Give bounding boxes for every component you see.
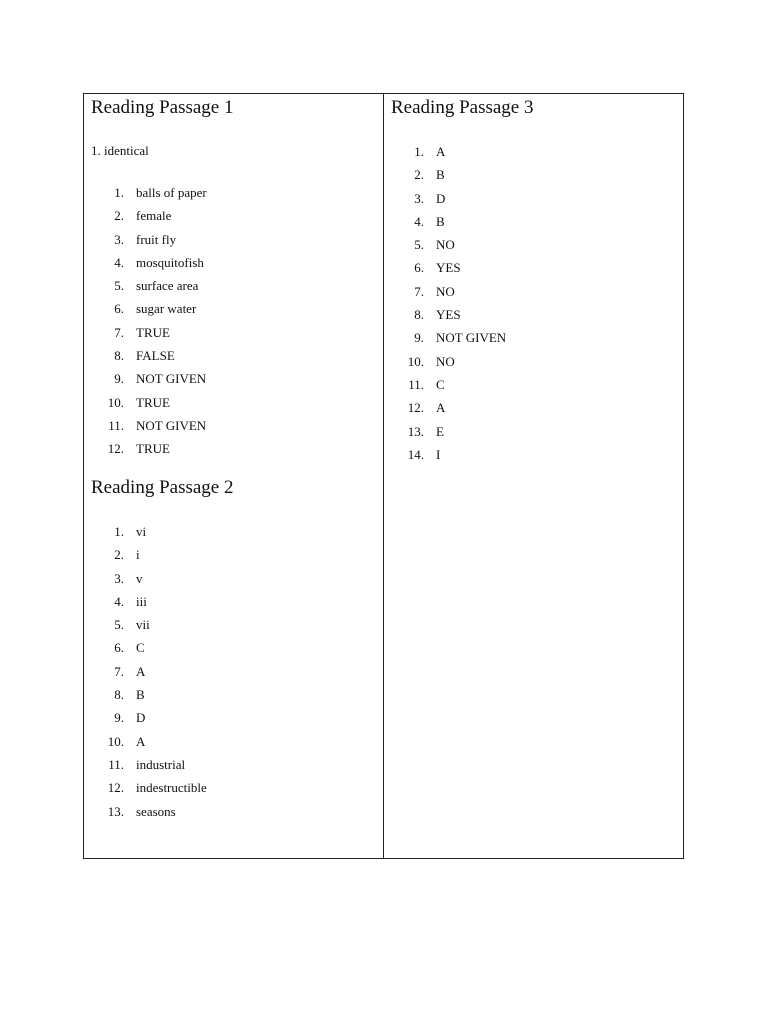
answer-text: vii [136,617,150,633]
answer-item [84,371,374,394]
answer-text: B [436,213,445,229]
answer-item [84,757,374,780]
answer-number: 2. [114,208,124,224]
answer-text: A [436,400,446,416]
answer-number: 12. [107,780,124,796]
answer-number: 7. [114,324,124,340]
answer-text: NO [436,353,455,369]
answer-item [84,301,374,324]
answer-text: D [136,710,146,726]
answer-number: 1. [114,524,124,539]
passage2-heading: Reading Passage 2 [91,477,234,498]
answer-text: surface area [136,278,199,294]
answer-item [84,524,374,547]
answer-number: 11. [408,376,424,392]
answer-text: indestructible [136,780,207,796]
answer-text: B [436,167,445,183]
answer-number: 5. [414,237,424,253]
answer-text: A [136,663,146,679]
answer-item [84,208,374,231]
answer-text: sugar water [136,301,197,317]
answer-item [384,377,674,400]
answer-text: balls of paper [136,185,207,200]
answer-number: 8. [414,307,424,323]
answer-item [384,424,674,447]
answer-number: 4. [114,254,124,270]
answer-number: 3. [114,570,124,586]
answer-item [84,325,374,348]
answer-text: NOT GIVEN [436,330,507,346]
answer-number: 4. [114,593,124,609]
answer-item [84,441,374,464]
answer-number: 6. [414,260,424,276]
answer-text: A [436,144,446,159]
answer-number: 2. [414,167,424,183]
answer-number: 2. [114,547,124,563]
answer-item [84,571,374,594]
answer-item [384,144,674,167]
answer-item [384,307,674,330]
answer-number: 6. [114,640,124,656]
answer-text: C [136,640,145,656]
answer-item [84,547,374,570]
answer-item [84,780,374,803]
answer-item [384,260,674,283]
answer-text: mosquitofish [136,254,204,270]
answer-text: i [136,547,140,563]
answer-item [384,191,674,214]
answer-item [384,400,674,423]
answer-text: TRUE [136,324,170,340]
passage1-answer-list [84,185,374,465]
answer-item [84,640,374,663]
answer-number: 6. [114,301,124,317]
answer-text: industrial [136,756,186,772]
answer-text: TRUE [136,394,170,410]
passage3-answer-list [384,144,674,470]
answer-text: female [136,208,172,224]
answer-item [84,348,374,371]
answer-text: FALSE [136,348,175,364]
answer-item [84,395,374,418]
answer-number: 13. [107,803,124,819]
answer-item [384,330,674,353]
answer-item [384,447,674,470]
answer-number: 12. [407,400,424,416]
answer-text: YES [436,260,461,276]
answer-item [84,278,374,301]
answer-item [84,804,374,827]
answer-text: D [436,190,446,206]
answer-number: 5. [114,278,124,294]
answer-text: YES [436,307,461,323]
answer-number: 11. [108,756,124,772]
right-column [384,94,683,858]
answer-item [384,167,674,190]
answer-text: TRUE [136,441,170,457]
passage2-answer-list [84,524,374,827]
left-column [84,94,384,858]
answer-item [84,255,374,278]
answer-number: 9. [414,330,424,346]
answer-number: 3. [114,231,124,247]
answer-number: 5. [114,617,124,633]
passage1-heading: Reading Passage 1 [91,97,234,118]
answer-item [84,664,374,687]
answer-number: 1. [414,144,424,159]
answer-text: E [436,423,444,439]
answer-text: NO [436,283,455,299]
answer-text: A [136,733,146,749]
answer-item [84,734,374,757]
answer-text: fruit fly [136,231,177,247]
answer-item [84,232,374,255]
passage3-heading: Reading Passage 3 [391,97,534,118]
answer-number: 8. [114,687,124,703]
answer-text: seasons [136,803,176,819]
answer-text: NOT GIVEN [136,371,207,387]
answer-number: 10. [107,733,124,749]
answer-number: 10. [407,353,424,369]
answer-text: vi [136,524,147,539]
answer-number: 3. [414,190,424,206]
answer-text: B [136,687,145,703]
answer-number: 7. [114,663,124,679]
answer-number: 1. [114,185,124,200]
answer-item [84,185,374,208]
answer-text: I [436,446,441,462]
answer-number: 11. [108,417,124,433]
answer-number: 14. [407,446,424,462]
answer-text: NO [436,237,455,253]
answer-item [384,354,674,377]
answer-item [384,214,674,237]
answer-text: v [136,570,143,586]
answer-number: 12. [107,441,124,457]
answer-number: 8. [114,348,124,364]
answer-text: C [436,376,445,392]
answer-item [84,418,374,441]
answer-item [84,594,374,617]
answer-number: 4. [414,213,424,229]
answer-number: 13. [407,423,424,439]
answer-text: iii [136,593,147,609]
answer-key-table [83,93,684,859]
answer-item [84,617,374,640]
answer-item [84,710,374,733]
answer-item [384,284,674,307]
answer-text: NOT GIVEN [136,417,207,433]
answer-item [384,237,674,260]
answer-number: 9. [114,710,124,726]
answer-number: 10. [107,394,124,410]
answer-number: 7. [414,283,424,299]
answer-item [84,687,374,710]
answer-number: 9. [114,371,124,387]
passage1-intro-line: 1. identical [91,143,149,158]
